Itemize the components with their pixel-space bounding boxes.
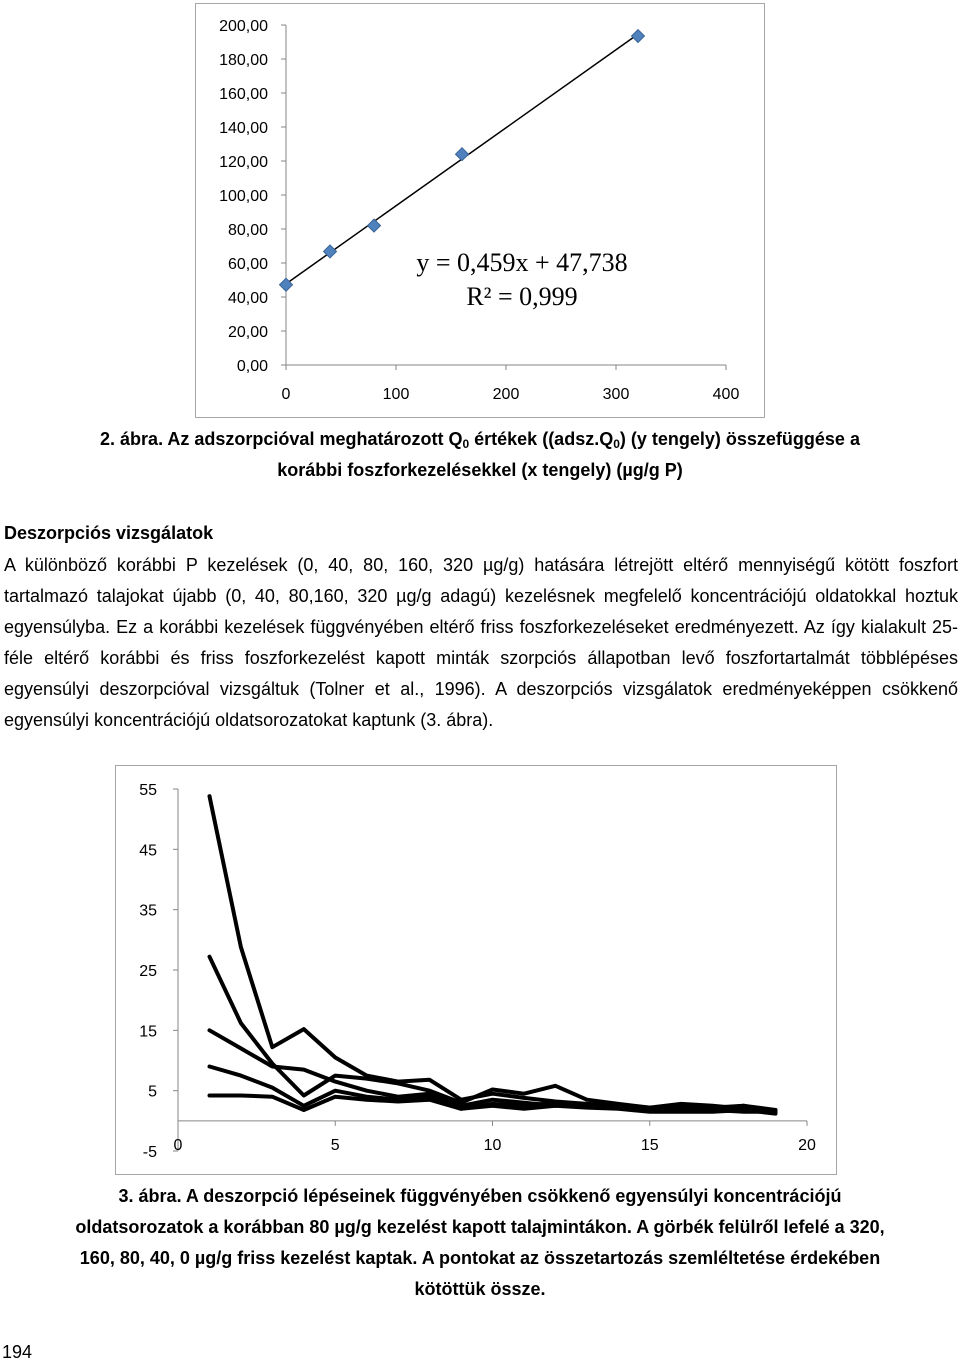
figure-3-caption-line3: 160, 80, 40, 0 µg/g friss kezelést kaptak. A pontokat az összetartozás szemléltetése érdekében — [79, 1248, 881, 1268]
x-tick-label: 0 — [281, 386, 291, 403]
figure-3-caption-line2: oldatsorozatok a korábban 80 µg/g kezelést kapott talajmintákon. A görbék felülről lefelé a 320, — [75, 1217, 885, 1237]
y-tick-label: 55 — [139, 782, 157, 799]
body-paragraph: A különböző korábbi P kezelések (0, 40, 80, 160, 320 µg/g) hatására létrejött eltérő mennyiségű kötött foszfort tartalmazó talajokat újabb (0, 40, 80,160, 320 µg/g adagú) kezelésnek megfelelő koncentrációjú oldatokkal hoztuk egyensúlyba. Ez a korábbi kezelések függvényében eltérő friss foszforkezeléseket eredményezett. Az így kialakult 25-féle eltérő korábbi és friss foszforkezelést kapott minták szorpciós állapotban levő foszfortartalmát többlépéses egyensúlyi deszorpcióval vizsgáltuk (Tolner et al., 1996). A deszorpciós vizsgálatok eredményeképpen csökkenő egyensúlyi koncentrációjú oldatsorozatokat kaptunk (3. ábra). — [4, 555, 958, 730]
y-tick-label: 60,00 — [227, 256, 268, 273]
x-tick-label: 200 — [492, 386, 520, 403]
page-number: 194 — [2, 1342, 33, 1362]
caption-text: 2. ábra. Az adszorpcióval meghatározott Q — [100, 429, 463, 449]
y-tick-label: 180,00 — [219, 52, 268, 69]
y-tick-label: 80,00 — [227, 222, 268, 239]
section-title: Deszorpciós vizsgálatok — [4, 523, 214, 543]
figure-2-caption — [0, 424, 960, 486]
figure-2-chart — [195, 3, 765, 418]
caption-subscript: 0 — [462, 437, 470, 451]
caption-text: ) (y tengely) összefüggése a — [619, 429, 860, 449]
data-point-marker — [368, 219, 381, 232]
x-tick-label: 5 — [330, 1137, 340, 1154]
x-tick-label: 400 — [712, 386, 740, 403]
r-squared-label: R² = 0,999 — [466, 282, 578, 311]
y-tick-label: 20,00 — [227, 324, 268, 341]
figure-3-caption-line4: kötöttük össze. — [414, 1279, 546, 1299]
y-tick-label: 35 — [139, 902, 157, 920]
x-tick-label: 100 — [382, 386, 410, 403]
y-tick-label: 45 — [139, 842, 157, 860]
series-line-320 — [210, 796, 776, 1110]
caption-text: értékek ((adsz.Q — [469, 429, 614, 449]
y-tick-label: 160,00 — [219, 86, 268, 103]
x-tick-label: 15 — [640, 1137, 659, 1154]
y-tick-label: -5 — [142, 1144, 157, 1161]
x-tick-label: 10 — [483, 1137, 502, 1154]
y-tick-label: 100,00 — [219, 188, 268, 205]
figure-2-plot — [196, 4, 764, 417]
figure-2-caption-line2: korábbi foszforkezelésekkel (x tengely) (µg/g P) — [277, 460, 683, 480]
y-tick-label: 120,00 — [219, 154, 268, 171]
figure-3-chart — [115, 765, 837, 1175]
data-point-marker — [456, 148, 469, 161]
y-tick-label: 15 — [139, 1023, 157, 1041]
y-tick-label: 140,00 — [219, 120, 268, 137]
caption-subscript: 0 — [613, 437, 620, 451]
x-tick-label: 300 — [602, 386, 630, 403]
x-tick-label: 0 — [173, 1137, 183, 1154]
y-tick-label: 0,00 — [236, 358, 268, 375]
y-tick-label: 40,00 — [227, 290, 268, 307]
y-tick-label: 5 — [148, 1083, 157, 1101]
trendline-equation: y = 0,459x + 47,738 — [416, 248, 628, 277]
y-tick-label: 200,00 — [219, 18, 268, 35]
figure-3-caption-line1: 3. ábra. A deszorpció lépéseinek függvényében csökkenő egyensúlyi koncentrációjú — [118, 1186, 842, 1206]
data-point-marker — [632, 30, 645, 43]
y-tick-label: 25 — [139, 963, 157, 980]
figure-3-plot — [116, 766, 836, 1174]
x-tick-label: 20 — [798, 1137, 816, 1154]
figure-3-caption — [0, 1181, 960, 1305]
figure-2-caption-line1 — [0, 424, 960, 455]
